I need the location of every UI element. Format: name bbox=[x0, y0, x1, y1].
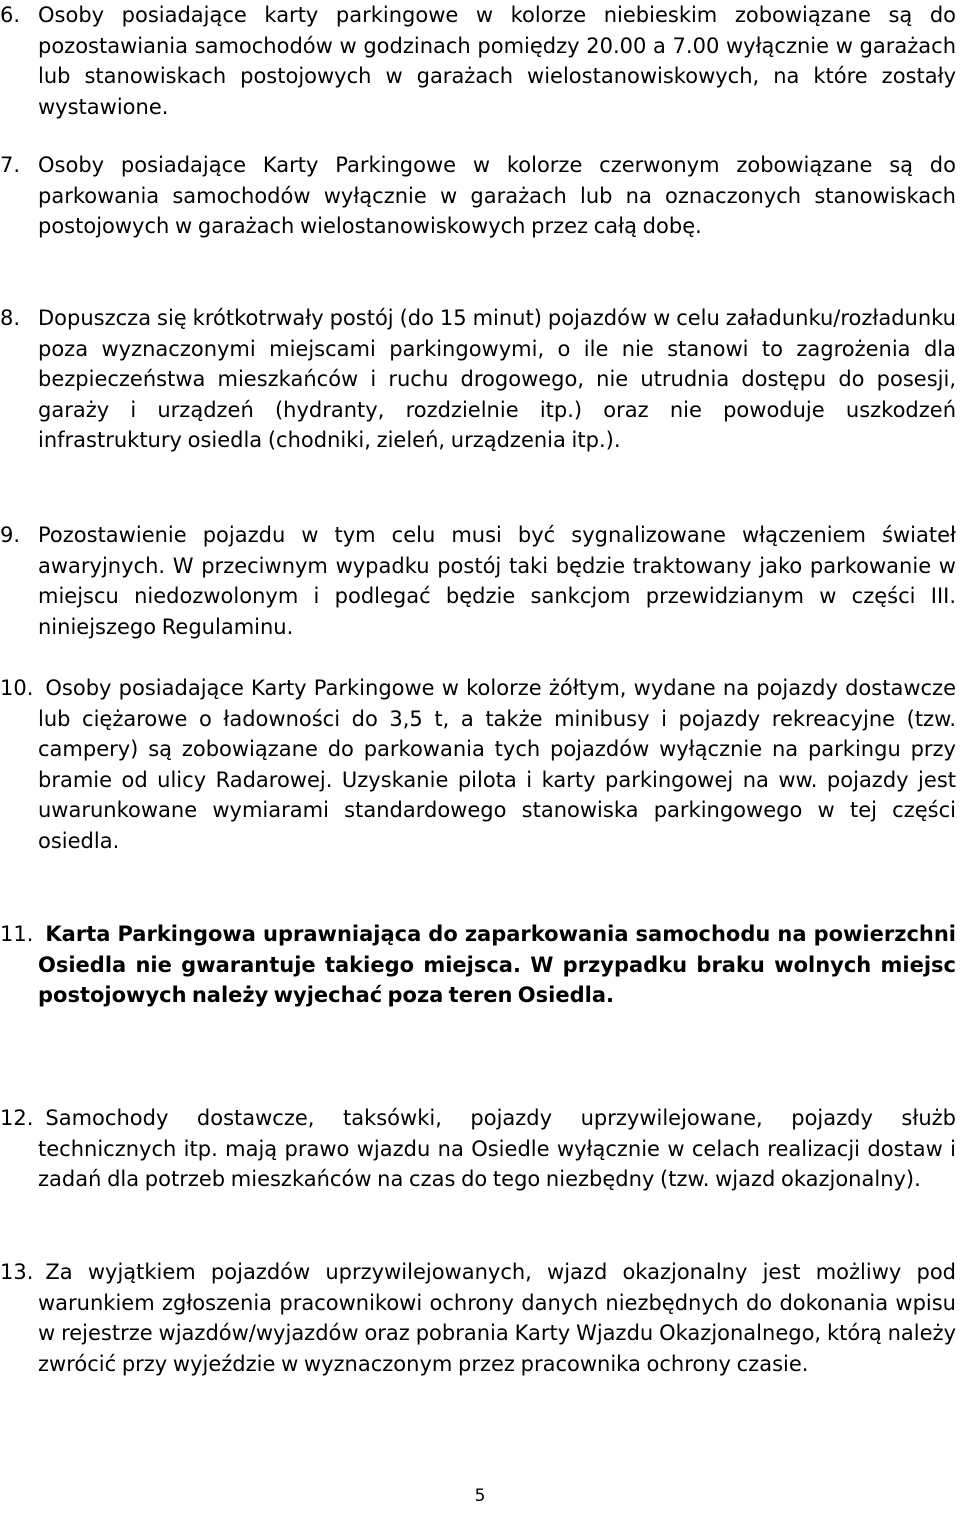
item-number: 13. bbox=[0, 1260, 34, 1284]
regulation-item-7 bbox=[0, 150, 956, 242]
item-text: Osoby posiadające Karty Parkingowe w kolorze czerwonym zobowiązane są do parkowania samochodów wyłącznie w garażach lub na oznaczonych stanowiskach postojowych w garażach wielostanowiskowych przez całą dobę. bbox=[38, 153, 956, 239]
item-text: Pozostawienie pojazdu w tym celu musi być sygnalizowane włączeniem świateł awaryjnych. W przeciwnym wypadku postój taki będzie traktowany jako parkowanie w miejscu niedozwolonym i podlegać będzie sankcjom przewidzianym w części III. niniejszego Regulaminu. bbox=[38, 523, 956, 639]
regulation-item-13 bbox=[0, 1257, 956, 1379]
item-text: Osoby posiadające Karty Parkingowe w kolorze żółtym, wydane na pojazdy dostawcze lub ciężarowe o ładowności do 3,5 t, a także minibusy i pojazdy rekreacyjne (tzw. campery) są zobowiązane do parkowania tych pojazdów wyłącznie na parkingu przy bramie od ulicy Radarowej. Uzyskanie pilota i karty parkingowej na ww. pojazdy jest uwarunkowane wymiarami standardowego stanowiska parkingowego w tej części osiedla. bbox=[38, 676, 956, 853]
regulation-item-12 bbox=[0, 1103, 956, 1195]
item-text: Osoby posiadające karty parkingowe w kolorze niebieskim zobowiązane są do pozostawiania samochodów w godzinach pomiędzy 20.00 a 7.00 wyłącznie w garażach lub stanowiskach postojowych w garażach wielostanowiskowych, na które zostały wystawione. bbox=[38, 3, 956, 119]
page-number: 5 bbox=[474, 1486, 486, 1506]
item-number: 10. bbox=[0, 676, 34, 700]
item-number: 7. bbox=[0, 153, 21, 177]
item-text-bold: Karta Parkingowa uprawniająca do zaparkowania samochodu na powierzchni Osiedla nie gwarantuje takiego miejsca. W przypadku braku wolnych miejsc postojowych należy wyjechać poza teren Osiedla. bbox=[38, 922, 956, 1008]
item-number: 9. bbox=[0, 523, 21, 547]
regulation-item-9 bbox=[0, 520, 956, 642]
item-text: Samochody dostawcze, taksówki, pojazdy uprzywilejowane, pojazdy służb technicznych itp. mają prawo wjazdu na Osiedle wyłącznie w celach realizacji dostaw i zadań dla potrzeb mieszkańców na czas do tego niezbędny (tzw. wjazd okazjonalny). bbox=[38, 1106, 956, 1192]
item-number: 12. bbox=[0, 1106, 34, 1130]
regulation-item-6 bbox=[0, 0, 956, 122]
item-number: 6. bbox=[0, 3, 21, 27]
item-text: Dopuszcza się krótkotrwały postój (do 15 minut) pojazdów w celu załadunku/rozładunku poza wyznaczonymi miejscami parkingowymi, o ile nie stanowi to zagrożenia dla bezpieczeństwa mieszkańców i ruchu drogowego, nie utrudnia dostępu do posesji, garaży i urządzeń (hydranty, rozdzielnie itp.) oraz nie powoduje uszkodzeń infrastruktury osiedla (chodniki, zieleń, urządzenia itp.). bbox=[38, 306, 956, 453]
item-text: Za wyjątkiem pojazdów uprzywilejowanych, wjazd okazjonalny jest możliwy pod warunkiem zgłoszenia pracownikowi ochrony danych niezbędnych do dokonania wpisu w rejestrze wjazdów/wyjazdów oraz pobrania Karty Wjazdu Okazjonalnego, którą należy zwrócić przy wyjeździe w wyznaczonym przez pracownika ochrony czasie. bbox=[38, 1260, 956, 1376]
regulation-item-8 bbox=[0, 303, 956, 456]
item-number: 8. bbox=[0, 306, 21, 330]
item-number: 11. bbox=[0, 922, 34, 946]
regulation-item-10 bbox=[0, 673, 956, 857]
regulation-item-11 bbox=[0, 919, 956, 1011]
